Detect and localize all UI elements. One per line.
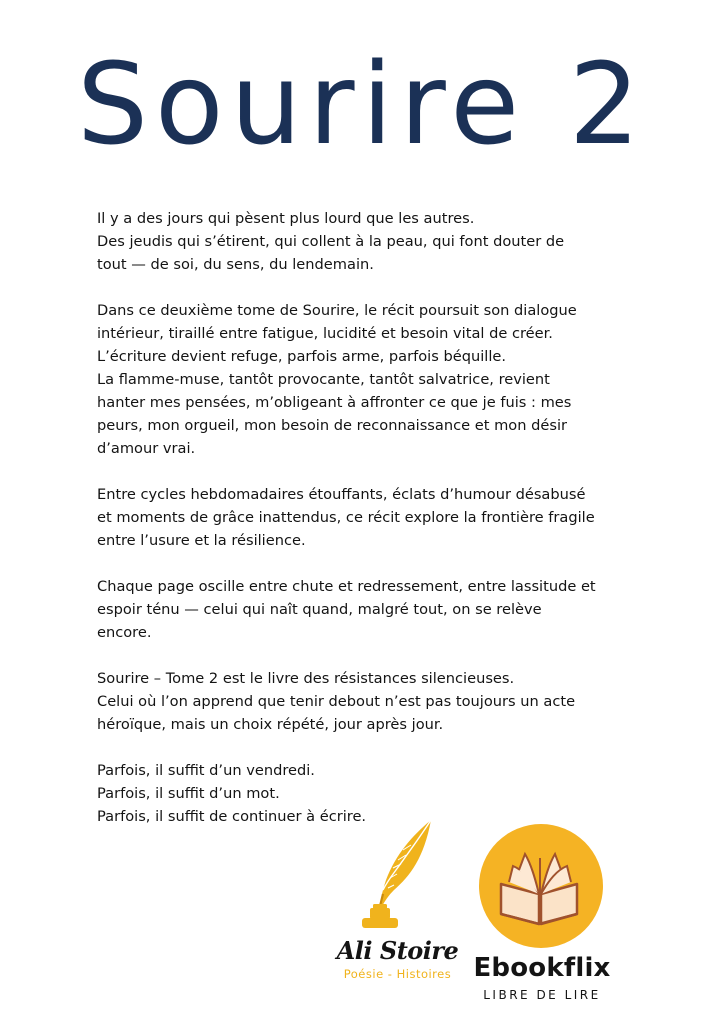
text-line: espoir ténu — celui qui naît quand, malgré tout, on se relève	[97, 601, 542, 618]
text-line: Des jeudis qui s’étirent, qui collent à la peau, qui font douter de	[97, 233, 565, 250]
text-line: Sourire – Tome 2 est le livre des résistances silencieuses.	[97, 670, 515, 687]
page-title: Sourire 2	[76, 40, 648, 170]
text-line: Il y a des jours qui pèsent plus lourd que les autres.	[97, 210, 475, 227]
back-cover-text	[97, 207, 617, 851]
text-line: Dans ce deuxième tome de Sourire, le récit poursuit son dialogue	[97, 302, 577, 319]
ali-stoire-logo	[330, 818, 465, 988]
text-line: intérieur, tiraillé entre fatigue, lucidité et besoin vital de créer.	[97, 325, 553, 342]
paragraph	[97, 667, 617, 736]
text-line: peurs, mon orgueil, mon besoin de reconnaissance et mon désir	[97, 417, 568, 434]
paragraph	[97, 575, 617, 644]
text-line: encore.	[97, 624, 152, 641]
text-line: tout — de soi, du sens, du lendemain.	[97, 256, 374, 273]
text-line: La flamme-muse, tantôt provocante, tantôt salvatrice, revient	[97, 371, 550, 388]
text-line: héroïque, mais un choix répété, jour après jour.	[97, 716, 444, 733]
open-book-icon	[479, 824, 603, 948]
text-line: d’amour vrai.	[97, 440, 196, 457]
ebookflix-logo	[462, 818, 622, 1008]
ali-stoire-name: Ali Stoire	[336, 936, 459, 965]
paragraph	[97, 299, 617, 460]
text-line: Chaque page oscille entre chute et redressement, entre lassitude et	[97, 578, 596, 595]
ali-stoire-tagline: Poésie - Histoires	[343, 967, 452, 981]
text-line: entre l’usure et la résilience.	[97, 532, 306, 549]
paragraph	[97, 483, 617, 552]
text-line: Parfois, il suffit d’un mot.	[97, 785, 280, 802]
text-line: Parfois, il suffit d’un vendredi.	[97, 762, 315, 779]
ebookflix-name: Ebookflix	[473, 953, 611, 983]
text-line: Parfois, il suffit de continuer à écrire.	[97, 808, 367, 825]
quill-inkwell-icon	[330, 818, 465, 938]
text-line: Celui où l’on apprend que tenir debout n’est pas toujours un acte	[97, 693, 576, 710]
text-line: L’écriture devient refuge, parfois arme, parfois béquille.	[97, 348, 507, 365]
text-line: et moments de grâce inattendus, ce récit explore la frontière fragile	[97, 509, 595, 526]
paragraph	[97, 207, 617, 276]
text-line: Entre cycles hebdomadaires étouffants, éclats d’humour désabusé	[97, 486, 586, 503]
text-line: hanter mes pensées, m’obligeant à affronter ce que je fuis : mes	[97, 394, 572, 411]
ebookflix-tagline: LIBRE DE LIRE	[483, 988, 601, 1002]
